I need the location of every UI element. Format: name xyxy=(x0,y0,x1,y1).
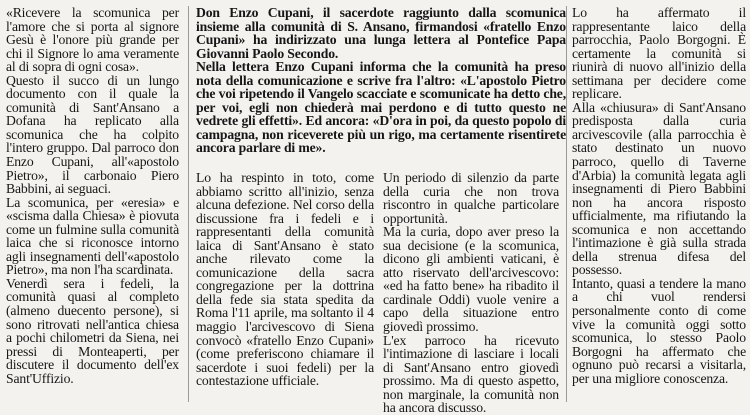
lead-paragraph: Don Enzo Cupani, il sacerdote raggiunto dalla scomunica insieme alla comunità di S. Ansano, firmandosi «fratello Enzo Cupani» ha indirizzato una lunga lettera al Pontefice Papa Giovanni Paolo Secondo. xyxy=(196,5,566,61)
paragraph: Intanto, quasi a tendere la mano a chi vuol rendersi personalmente conto di come vive la comunità oggi sotto scomunica, lo stesso Paolo Borgogni ha affermato che ognuno può recarsi a visitarla, per una migliore conoscenza. xyxy=(572,275,746,386)
paragraph: Questo il succo di un lungo documento con il quale la comunità di Sant'Ansano a Dofana ha replicato alla scomunica che ha colpito l'intero gruppo. Dal parroco don Enzo Cupani, all'«apostolo Pietro», il carbonaio Piero Babbini, ai seguaci. xyxy=(6,72,179,197)
column-divider xyxy=(188,6,189,402)
bold-lead-block xyxy=(196,6,566,155)
article-column-2 xyxy=(196,171,374,388)
paragraph: Lo ha respinto in toto, come abbiamo scritto all'inizio, senza alcuna defezione. Nel corso della discussione fra i fedeli e i rappresentanti della comunità laica di Sant'Ansano è stato anche rilevato come la comunicazione della sacra congregazione per la dottrina della fede sia stata spedita da Roma l'11 aprile, ma soltanto il 4 maggio l'arcivescovo di Siena convocò «fratello Enzo Cupani» (come preferiscono chiamare il sacerdote i suoi fedeli) per la contestazione ufficiale. xyxy=(196,170,374,389)
paragraph: La scomunica, per «eresia» e «scisma dalla Chiesa» è piovuta come un fulmine sulla comunità laica che si riconosce intorno agli insegnamenti dell'«apostolo Pietro», ma non l'ha scardinata. xyxy=(6,194,179,278)
lead-paragraph: Nella lettera Enzo Cupani informa che la comunità ha preso nota della comunicazione e scrive fra l'altro: «L'apostolo Pietro che voi ripetendo il Vangelo scacciate e scomunicate ha detto che, per voi, egli non chiederà mai perdono e di tutto questo ne vedrete gli effetti». Ed ancora: «D'ora in poi, da questo popolo di campagna, non riceverete più un rigo, ma certamente risentirete ancora parlare di me». xyxy=(196,59,566,156)
paragraph: Un periodo di silenzio da parte della curia che non trova riscontro in qualche particolare opportunità. xyxy=(383,170,559,226)
column-divider xyxy=(566,6,567,402)
paragraph: Venerdì sera i fedeli, la comunità quasi al completo (almeno duecento persone), si sono ritrovati nell'antica chiesa a pochi chilometri da Siena, nei pressi di Monteaperti, per discutere il documento dell'ex Sant'Uffizio. xyxy=(6,275,179,386)
paragraph: L'ex parroco ha ricevuto l'intimazione di lasciare i locali di Sant'Ansano entro giovedì prossimo. Ma di questo aspetto, non marginale, la comunità non ha ancora discusso. xyxy=(383,332,559,415)
paragraph: Ma la curia, dopo aver preso la sua decisione (e la scomunica, dicono gli ambienti vaticani, è atto riservato dell'arcivescovo: «ed ha fatto bene» ha ribadito il cardinale Oddi) vuole venire a capo della situazione entro giovedì prossimo. xyxy=(383,224,559,335)
paragraph: Lo ha affermato il rappresentante laico della parrocchia, Paolo Borgogni. È certamente la comunità si riunirà di nuovo all'inizio della settimana per decidere come replicare. xyxy=(572,5,746,102)
article-column-1 xyxy=(6,6,179,385)
paragraph: Alla «chiusura» di Sant'Ansano predisposta dalla curia arcivescovile (alla parrocchia è stato destinato un nuovo parroco, quello di Taverne d'Arbia) la comunità legata agli insegnamenti di Piero Babbini non ha ancora risposto ufficialmente, ma rifiutando la scomunica e non accettando l'intimazione è già sulla strada della strenua difesa del possesso. xyxy=(572,99,746,278)
article-column-4 xyxy=(572,6,746,385)
paragraph: «Ricevere la scomunica per l'amore che si porta al signore Gesù è l'onore più grande per chi il Signore lo ama veramente al di sopra di ogni cosa». xyxy=(6,5,179,75)
article-column-3 xyxy=(383,171,559,415)
